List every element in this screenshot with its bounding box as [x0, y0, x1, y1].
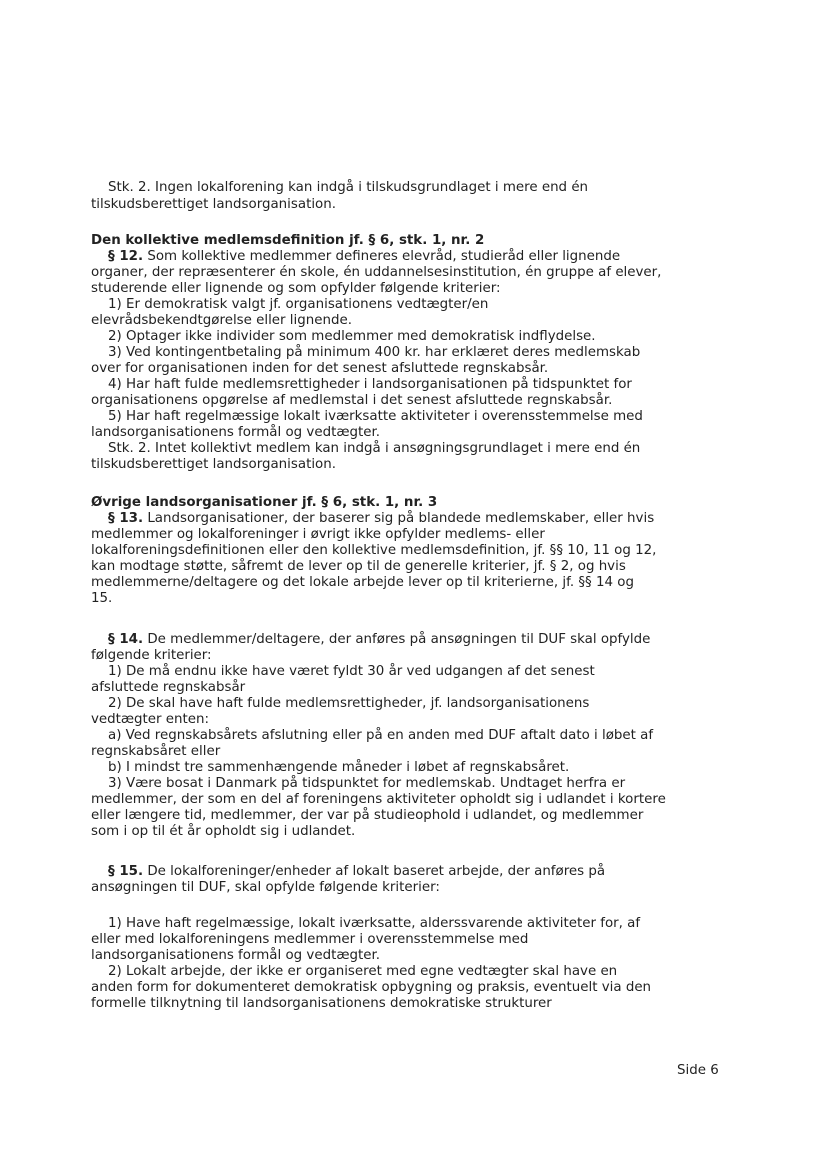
- paragraph-15-line-2: ansøgningen til DUF, skal opfylde følgende kriterier:: [91, 880, 440, 895]
- paragraph-13-text: Landsorganisationer, der baserer sig på blandede medlemskaber, eller hvis: [143, 511, 655, 526]
- paragraph-12-item-4-cont: organisationens opgørelse af medlemstal i det senest afsluttede regnskabsår.: [91, 393, 613, 408]
- paragraph-15-item-1-cont-1: eller med lokalforeningens medlemmer i overensstemmelse med: [91, 932, 529, 947]
- paragraph-13-line-4: kan modtage støtte, såfremt de lever op til de generelle kriterier, jf. § 2, og hvis: [91, 559, 626, 574]
- paragraph-12-item-1: 1) Er demokratisk valgt jf. organisationens vedtægter/en: [108, 297, 489, 312]
- paragraph-14-item-1-cont: afsluttede regnskabsår: [91, 680, 246, 695]
- paragraph-12-item-5-cont: landsorganisationens formål og vedtægter.: [91, 425, 380, 440]
- paragraph-14-item-2: 2) De skal have haft fulde medlemsrettigheder, jf. landsorganisationens: [108, 696, 590, 711]
- section-14-number: § 14.: [108, 632, 144, 647]
- page-number: Side 6: [677, 1063, 719, 1078]
- paragraph-15-item-1-cont-2: landsorganisationens formål og vedtægter.: [91, 948, 380, 963]
- section-12-number: § 12.: [108, 249, 144, 264]
- paragraph-15-text: De lokalforeninger/enheder af lokalt baseret arbejde, der anføres på: [143, 864, 606, 879]
- paragraph-13-line-6: 15.: [91, 591, 113, 606]
- paragraph-14-line-2: følgende kriterier:: [91, 648, 212, 663]
- paragraph-15-line-1: [108, 864, 605, 880]
- heading-kollektive-medlemsdefinition: Den kollektive medlemsdefinition jf. § 6, stk. 1, nr. 2: [91, 233, 485, 248]
- paragraph-12-item-2: 2) Optager ikke individer som medlemmer med demokratisk indflydelse.: [108, 329, 596, 344]
- paragraph-12-line-2: organer, der repræsenterer én skole, én uddannelsesinstitution, én gruppe af elever,: [91, 265, 662, 280]
- paragraph-14-text: De medlemmer/deltagere, der anføres på ansøgningen til DUF skal opfylde: [143, 632, 651, 647]
- paragraph-14-item-1: 1) De må endnu ikke have været fyldt 30 år ved udgangen af det senest: [108, 664, 595, 679]
- paragraph-13-line-1: [108, 511, 654, 527]
- section-13-number: § 13.: [108, 511, 144, 526]
- paragraph-14-item-a: a) Ved regnskabsårets afslutning eller på en anden med DUF aftalt dato i løbet af: [108, 728, 654, 743]
- paragraph-13-line-5: medlemmerne/deltagere og det lokale arbejde lever op til kriterierne, jf. §§ 14 og: [91, 575, 634, 590]
- paragraph-12-item-1-cont: elevrådsbekendtgørelse eller lignende.: [91, 313, 352, 328]
- paragraph-13-line-3: lokalforeningsdefinitionen eller den kollektive medlemsdefinition, jf. §§ 10, 11 og 12,: [91, 543, 657, 558]
- paragraph-14-item-3-cont-1: medlemmer, der som en del af foreningens aktiviteter opholdt sig i udlandet i kortere: [91, 792, 666, 807]
- paragraph-12-item-3-cont: over for organisationen inden for det senest afsluttede regnskabsår.: [91, 361, 549, 376]
- paragraph-12-line-1: [108, 249, 620, 265]
- paragraph-13-line-2: medlemmer og lokalforeninger i øvrigt ikke opfylder medlems- eller: [91, 527, 545, 542]
- paragraph-14-line-1: [108, 632, 650, 648]
- stk2-intet-kollektivt-medlem-cont: tilskudsberettiget landsorganisation.: [91, 457, 336, 472]
- paragraph-15-item-2-cont-1: anden form for dokumenteret demokratisk opbygning og praksis, eventuelt via den: [91, 980, 652, 995]
- paragraph-14-item-3-cont-2: eller længere tid, medlemmer, der var på studieophold i udlandet, og medlemmer: [91, 808, 644, 823]
- paragraph-12-text: Som kollektive medlemmer defineres elevråd, studieråd eller lignende: [143, 249, 621, 264]
- paragraph-14-item-a-cont: regnskabsåret eller: [91, 744, 221, 759]
- paragraph-15-item-2-cont-2: formelle tilknytning til landsorganisationens demokratiske strukturer: [91, 996, 552, 1011]
- paragraph-14-item-3: 3) Være bosat i Danmark på tidspunktet for medlemskab. Undtaget herfra er: [108, 776, 626, 791]
- stk2-ingen-lokalforening: Stk. 2. Ingen lokalforening kan indgå i tilskudsgrundlaget i mere end én: [108, 180, 589, 195]
- paragraph-12-line-3: studerende eller lignende og som opfylder følgende kriterier:: [91, 281, 501, 296]
- paragraph-14-item-3-cont-3: som i op til ét år opholdt sig i udlandet.: [91, 824, 356, 839]
- paragraph-14-item-2-cont: vedtægter enten:: [91, 712, 210, 727]
- stk2-intet-kollektivt-medlem: Stk. 2. Intet kollektivt medlem kan indgå i ansøgningsgrundlaget i mere end én: [108, 441, 641, 456]
- heading-ovrige-landsorganisationer: Øvrige landsorganisationer jf. § 6, stk. 1, nr. 3: [91, 495, 438, 510]
- paragraph-14-item-b: b) I mindst tre sammenhængende måneder i løbet af regnskabsåret.: [108, 760, 570, 775]
- paragraph-12-item-5: 5) Har haft regelmæssige lokalt iværksatte aktiviteter i overensstemmelse med: [108, 409, 643, 424]
- paragraph-12-item-3: 3) Ved kontingentbetaling på minimum 400 kr. har erklæret deres medlemskab: [108, 345, 641, 360]
- stk2-ingen-lokalforening-cont: tilskudsberettiget landsorganisation.: [91, 197, 336, 212]
- section-15-number: § 15.: [108, 864, 144, 879]
- paragraph-12-item-4: 4) Har haft fulde medlemsrettigheder i landsorganisationen på tidspunktet for: [108, 377, 632, 392]
- paragraph-15-item-1: 1) Have haft regelmæssige, lokalt iværksatte, alderssvarende aktiviteter for, af: [108, 916, 641, 931]
- paragraph-15-item-2: 2) Lokalt arbejde, der ikke er organiseret med egne vedtægter skal have en: [108, 964, 618, 979]
